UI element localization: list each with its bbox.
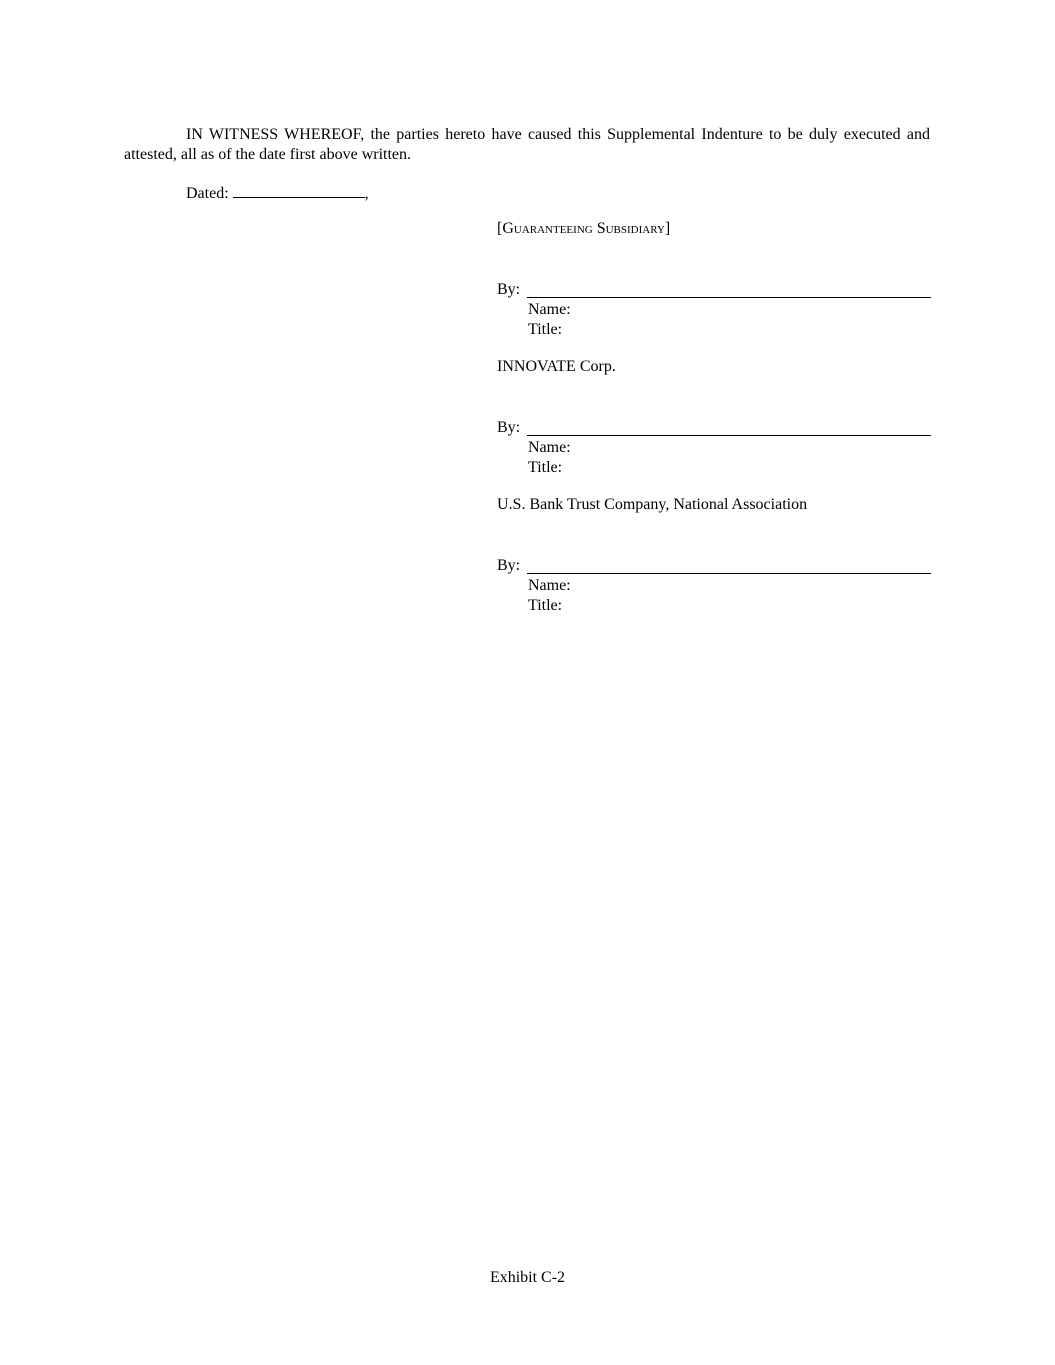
signature-line	[497, 556, 931, 576]
title-label: Title:	[528, 459, 563, 476]
party-name-guaranteeing-subsidiary: [Guaranteeing Subsidiary]	[497, 220, 671, 237]
name-label: Name:	[528, 577, 571, 594]
signature-block-us-bank	[497, 556, 931, 616]
title-label: Title:	[528, 321, 563, 338]
signature-block-innovate	[497, 418, 931, 478]
title-label: Title:	[528, 597, 563, 614]
dated-suffix: ,	[364, 185, 369, 202]
witness-paragraph: IN WITNESS WHEREOF, the parties hereto have caused this Supplemental Indenture to be duly executed and attested, all as of the date first above written.	[124, 126, 930, 163]
page-footer: Exhibit C-2	[489, 1269, 566, 1286]
party-name-innovate: INNOVATE Corp.	[497, 358, 616, 375]
by-label: By:	[497, 281, 521, 298]
dated-label: Dated:	[186, 185, 229, 202]
signature-underline	[527, 573, 931, 574]
signature-underline	[527, 297, 931, 298]
by-label: By:	[497, 557, 521, 574]
date-blank-line	[233, 182, 365, 198]
by-label: By:	[497, 419, 521, 436]
party-name-us-bank: U.S. Bank Trust Company, National Association	[497, 496, 808, 513]
dated-line	[186, 182, 369, 204]
name-label: Name:	[528, 439, 571, 456]
signature-block-guaranteeing-subsidiary	[497, 280, 931, 340]
signature-line	[497, 280, 931, 300]
name-label: Name:	[528, 301, 571, 318]
signature-line	[497, 418, 931, 438]
signature-underline	[527, 435, 931, 436]
